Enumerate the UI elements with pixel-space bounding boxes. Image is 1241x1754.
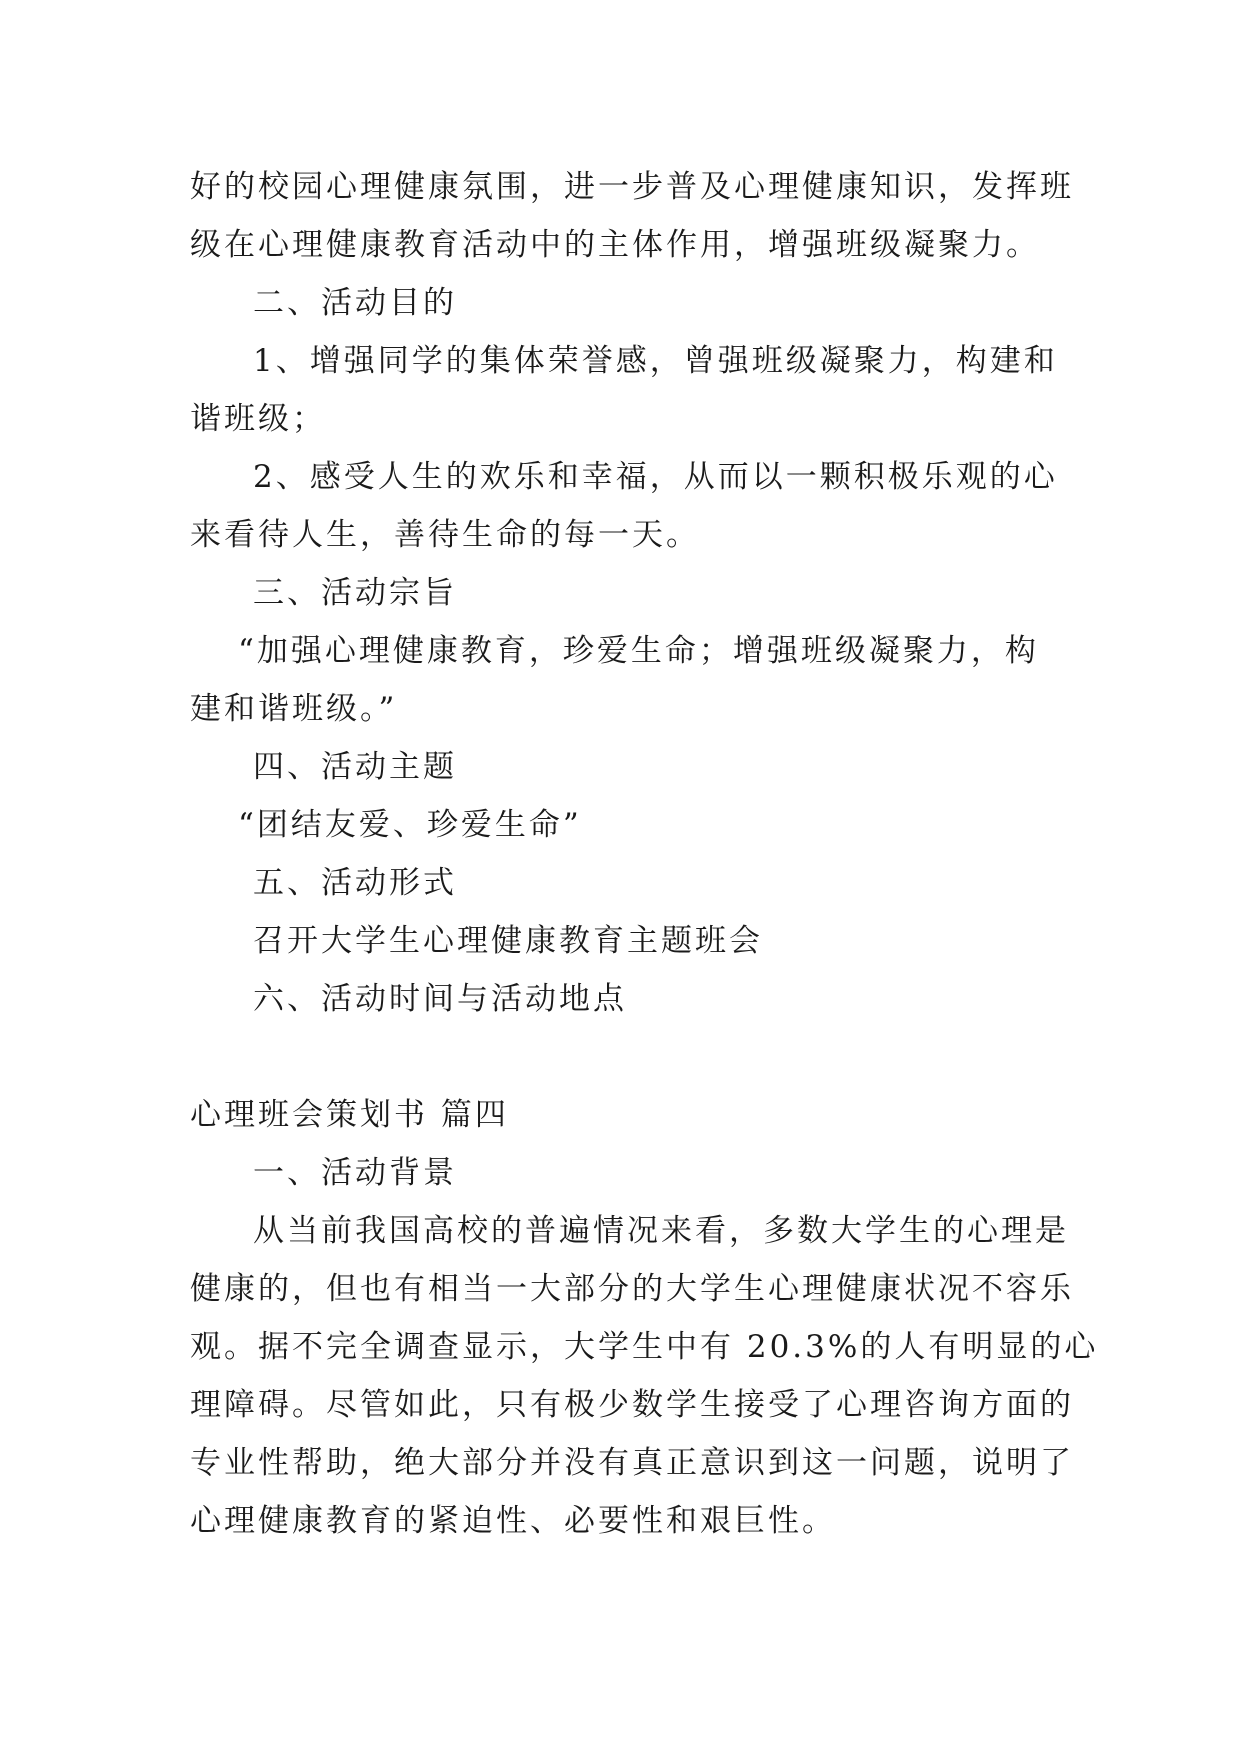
section-heading: 三、活动宗旨 [253,575,457,611]
body-line: “加强心理健康教育，珍爱生命；增强班级凝聚力，构 [238,633,1039,669]
body-line: “团结友爱、珍爱生命” [238,807,582,843]
body-line: 健康的，但也有相当一大部分的大学生心理健康状况不容乐 [190,1271,1074,1307]
body-line: 心理健康教育的紧迫性、必要性和艰巨性。 [190,1503,836,1539]
body-line: 好的校园心理健康氛围，进一步普及心理健康知识，发挥班 [190,169,1074,205]
body-line: 级在心理健康教育活动中的主体作用，增强班级凝聚力。 [190,227,1040,263]
body-line: 谐班级； [190,401,326,437]
body-line: 2、感受人生的欢乐和幸福，从而以一颗积极乐观的心 [253,459,1058,495]
body-line: 1、增强同学的集体荣誉感，曾强班级凝聚力，构建和 [253,343,1058,379]
section-heading: 五、活动形式 [253,865,457,901]
body-line: 从当前我国高校的普遍情况来看，多数大学生的心理是 [253,1213,1069,1249]
body-line: 来看待人生，善待生命的每一天。 [190,517,700,553]
chapter-title: 心理班会策划书 篇四 [190,1097,509,1133]
body-line: 专业性帮助，绝大部分并没有真正意识到这一问题，说明了 [190,1445,1074,1481]
section-heading: 六、活动时间与活动地点 [253,981,627,1017]
body-line: 建和谐班级。” [190,691,398,727]
section-heading: 四、活动主题 [253,749,457,785]
body-line: 理障碍。尽管如此，只有极少数学生接受了心理咨询方面的 [190,1387,1074,1423]
body-line: 召开大学生心理健康教育主题班会 [253,923,763,959]
section-heading: 一、活动背景 [253,1155,457,1191]
body-line: 观。据不完全调查显示，大学生中有 20.3%的人有明显的心 [190,1329,1099,1365]
section-heading: 二、活动目的 [253,285,457,321]
